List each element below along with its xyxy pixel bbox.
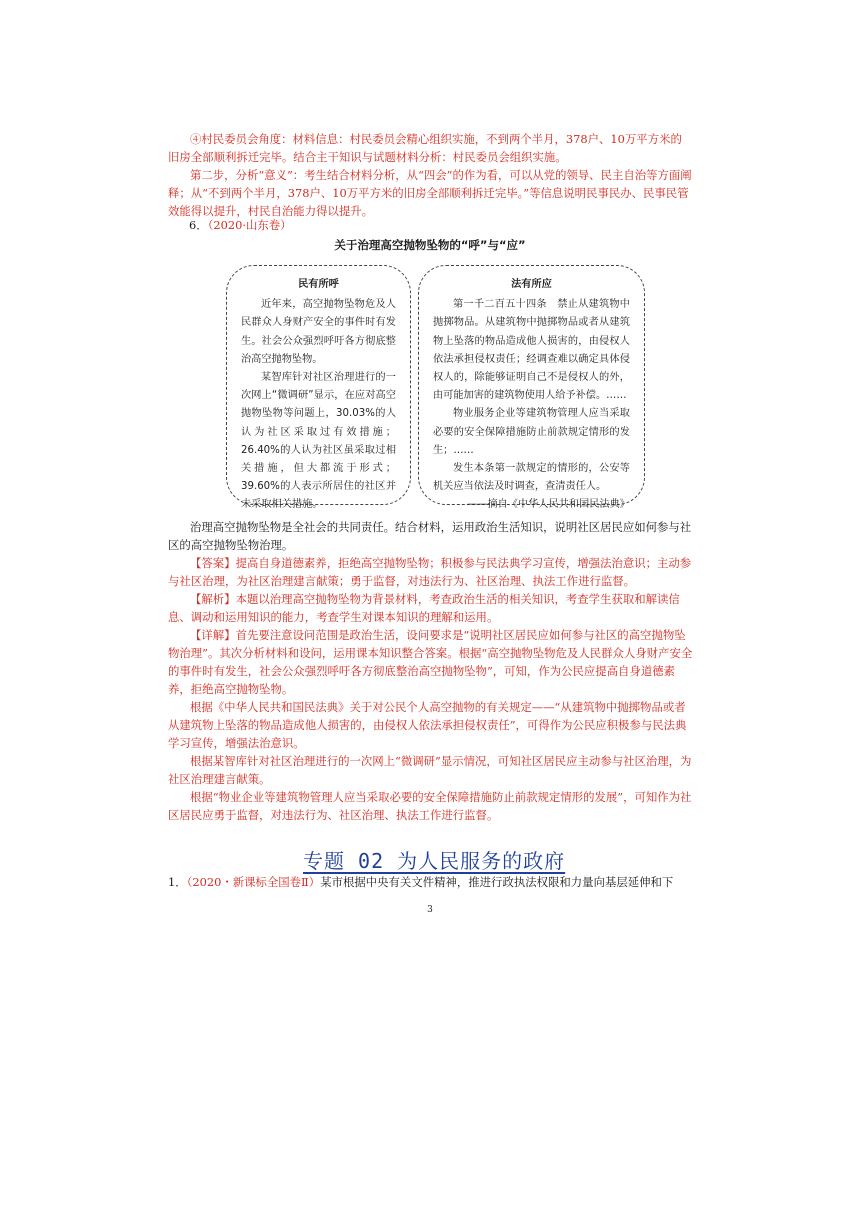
question-number: 1． xyxy=(168,875,187,889)
answer-paragraph: 【答案】提高自身道德素养，拒绝高空抛物坠物；积极参与民法典学习宣传，增强法治意识；主动参与社区治理，为社区治理建言献策；勇于监督，对违法行为、社区治理、执法工作进行监督。 xyxy=(168,556,692,588)
box-paragraph: 物业服务企业等建筑物管理人应当采取必要的安全保障措施防止前款规定情形的发生；…… xyxy=(433,408,630,456)
top-analysis xyxy=(168,130,693,220)
material-box-right xyxy=(418,265,645,511)
question-paragraph: 治理高空抛物坠物是全社会的共同责任。结合材料，运用政治生活知识，说明社区居民应如何参与社区的高空抛物坠物治理。 xyxy=(168,520,692,552)
topic-heading: 专题 02 为人民服务的政府 xyxy=(303,849,566,873)
page-number: 3 xyxy=(427,905,433,915)
box-title: 法有所应 xyxy=(511,279,552,290)
detail-paragraph: 根据《中华人民共和国民法典》关于对公民个人高空抛物的有关规定——“从建筑物中抛掷物品或者从建筑物上坠落的物品造成他人损害的，由侵权人依法承担侵权责任”，可得作为公民应积极参与民法典学习宣传，增强法治意识。 xyxy=(168,700,687,750)
question-text: 某市根据中央有关文件精神，推进行政执法权限和力量向基层延伸和下 xyxy=(320,875,674,889)
material-box-left xyxy=(226,265,411,511)
box-signature: ——摘自《中华人民共和国民法典》 xyxy=(467,499,630,511)
box-paragraph: 发生本条第一款规定的情形的，公安等机关应当依法及时调查，查清责任人。 xyxy=(433,463,630,493)
analysis-paragraph-1: ④村民委员会角度：材料信息：村民委员会精心组织实施，不到两个半月，378户、10万平方米的旧房全部顺利拆迁完毕。结合主干知识与试题材料分析：村民委员会组织实施。 xyxy=(168,132,682,164)
question-1 xyxy=(168,873,698,891)
figure-title: 关于治理高空抛物坠物的“呼”与“应” xyxy=(334,238,526,252)
detail-paragraph: 根据“物业企业等建筑物管理人应当采取必要的安全保障措施防止前款规定情形的发展”，可知作为社区居民应勇于监督，对违法行为、社区治理、执法工作进行监督。 xyxy=(168,790,692,822)
question-source: （2020·山东卷） xyxy=(207,218,292,232)
box-paragraph: 某智库针对社区治理进行的一次网上“微调研”显示，在应对高空抛物坠物等问题上，30.03%的人认为社区采取过有效措施；26.40%的人认为社区虽采取过相关措施，但大都流于形式；39.60%的人表示所居住的社区并未采取相关措施。 xyxy=(241,372,396,511)
answer-section xyxy=(168,554,693,824)
detail-paragraph: 根据某智库针对社区治理进行的一次网上“微调研”显示情况，可知社区居民应主动参与社区治理，为社区治理建言献策。 xyxy=(168,754,692,786)
question-6-header xyxy=(189,217,292,233)
question-source: （2020・新课标全国卷Ⅱ） xyxy=(186,875,321,889)
box-title: 民有所呼 xyxy=(298,279,339,290)
analysis-paragraph-2: 第二步，分析“意义”：考生结合材料分析，从“四会”的作为看，可以从党的领导、民主自治等方面阐释；从“不到两个半月，378户、10万平方米的旧房全部顺利拆迁完毕。”等信息说明民事民办、民事民管效能得以提升，村民自治能力得以提升。 xyxy=(168,168,692,218)
analysis-paragraph: 【解析】本题以治理高空抛物坠物为背景材料，考查政治生活的相关知识，考查学生获取和解读信息、调动和运用知识的能力，考查学生对课本知识的理解和运用。 xyxy=(168,592,680,624)
detail-paragraph: 【详解】首先要注意设问范围是政治生活，设问要求是“说明社区居民应如何参与社区的高空抛物坠物治理”。其次分析材料和设问，运用课本知识整合答案。根据“高空抛物坠物危及人民群众人身财产安全的事件时有发生，社会公众强烈呼吁各方彻底整治高空抛物坠物”，可知，作为公民应提高自身道德素养，拒绝高空抛物坠物。 xyxy=(168,628,693,696)
question-6-text xyxy=(168,518,693,554)
box-paragraph: 近年来，高空抛物坠物危及人民群众人身财产安全的事件时有发生。社会公众强烈呼吁各方彻底整治高空抛物坠物。 xyxy=(241,299,396,365)
box-paragraph: 第一千二百五十四条 禁止从建筑物中抛掷物品。从建筑物中抛掷物品或者从建筑物上坠落的物品造成他人损害的，由侵权人依法承担侵权责任；经调查难以确定具体侵权人的，除能够证明自己不是侵权人的外，由可能加害的建筑物使用人给予补偿。…… xyxy=(433,299,630,402)
question-number: 6． xyxy=(189,218,208,232)
